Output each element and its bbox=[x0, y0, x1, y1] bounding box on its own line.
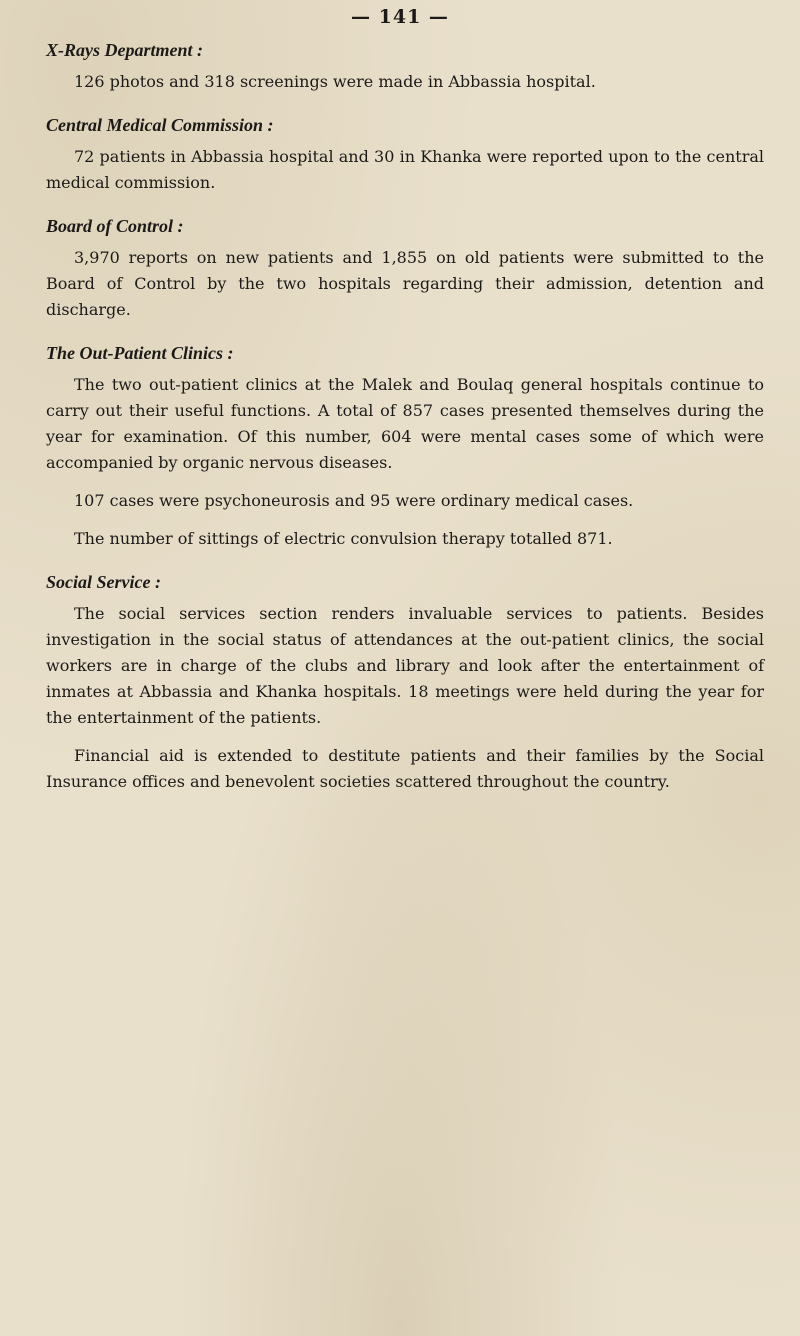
section-heading: Central Medical Commission : bbox=[46, 115, 274, 135]
page-number: — 141 — bbox=[351, 6, 449, 28]
page-content bbox=[46, 40, 764, 815]
section-paragraph: 107 cases were psychoneurosis and 95 were ordinary medical cases. bbox=[74, 491, 634, 510]
section-board-of-control bbox=[46, 216, 764, 323]
section-heading: Board of Control : bbox=[46, 216, 184, 236]
section-paragraph: Financial aid is extended to destitute patients and their families by the Social Insurance offices and benevolent societies scattered throughout the country. bbox=[46, 746, 764, 791]
section-paragraph: The two out-patient clinics at the Malek and Boulaq general hospitals continue to carry out their useful functions. A total of 857 cases presented themselves during the year for examination. Of this number, 604 were mental cases some of which were accompanied by organic nervous diseases. bbox=[46, 375, 764, 472]
section-heading: X-Rays Department : bbox=[46, 40, 203, 60]
section-social-service bbox=[46, 572, 764, 795]
section-paragraph: The social services section renders invaluable services to patients. Besides investigation in the social status of attendances at the out-patient clinics, the social workers are in charge of the clubs and library and look after the entertainment of inmates at Abbassia and Khanka hospitals. 18 meetings were held during the year for the entertainment of the patients. bbox=[46, 604, 764, 727]
section-paragraph: 3,970 reports on new patients and 1,855 on old patients were submitted to the Board of Control by the two hospitals regarding their admission, detention and discharge. bbox=[46, 248, 764, 319]
section-paragraph: 72 patients in Abbassia hospital and 30 in Khanka were reported upon to the central medical commission. bbox=[46, 147, 764, 192]
section-out-patient-clinics bbox=[46, 343, 764, 552]
section-central-medical-commission bbox=[46, 115, 764, 196]
section-paragraph: The number of sittings of electric convulsion therapy totalled 871. bbox=[74, 529, 613, 548]
section-heading: The Out-Patient Clinics : bbox=[46, 343, 234, 363]
section-paragraph: 126 photos and 318 screenings were made in Abbassia hospital. bbox=[74, 72, 596, 91]
section-x-rays bbox=[46, 40, 764, 95]
section-heading: Social Service : bbox=[46, 572, 161, 592]
